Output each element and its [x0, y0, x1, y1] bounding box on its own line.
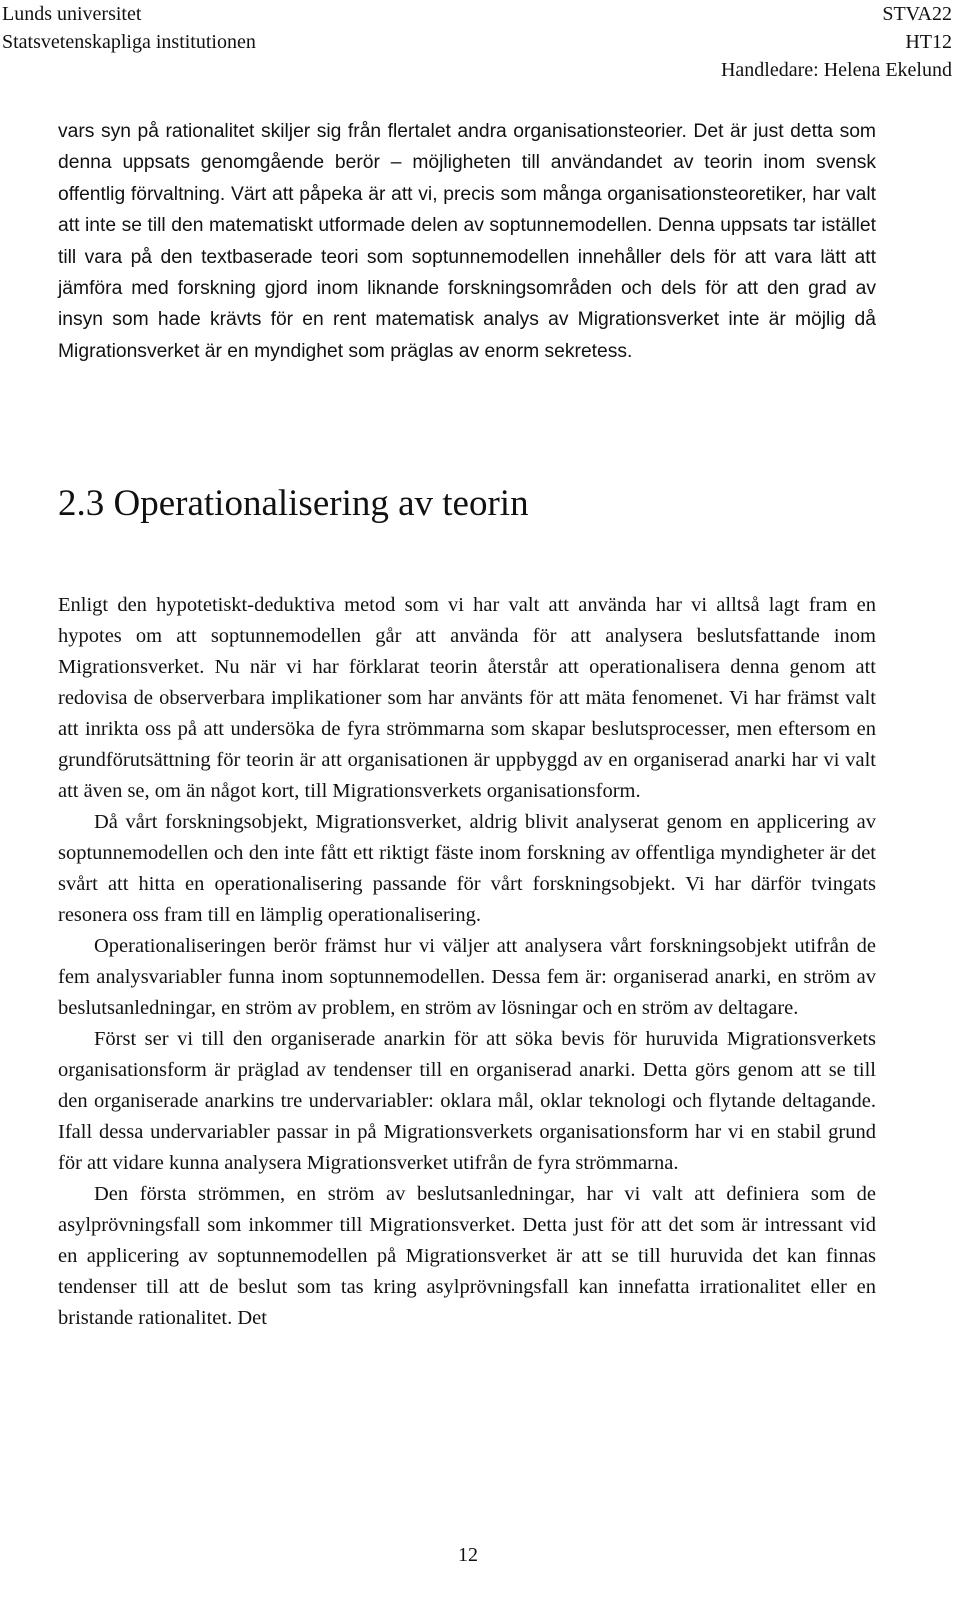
page-number: 12: [458, 1544, 478, 1566]
header-right: [721, 0, 952, 84]
university-name: Lunds universitet: [2, 3, 142, 25]
department-name: Statsvetenskapliga institutionen: [2, 31, 256, 53]
section-heading: 2.3 Operationalisering av teorin: [58, 483, 529, 524]
paragraph-3: Operationaliseringen berör främst hur vi väljer att analysera vårt forskningsobjekt utifrån de fem analysvariabler funna inom soptunnemodellen. Dessa fem är: organiserad anarki, en ström av beslutsanledningar, en ström av problem, en ström av lösningar och en ström av deltagare.: [58, 935, 876, 1019]
page-header: [0, 0, 960, 90]
intro-text-block: [58, 116, 876, 367]
section-body: [58, 590, 876, 1334]
paragraph-4: Först ser vi till den organiserade anarkin för att söka bevis för huruvida Migrationsverkets organisationsform är präglad av tendenser till en organiserad anarki. Detta görs genom att se till den organiserade anarkins tre undervariabler: oklara mål, oklar teknologi och flytande deltagande. Ifall dessa undervariabler passar in på Migrationsverkets organisationsform har vi en stabil grund för att vidare kunna analysera Migrationsverket utifrån de fyra strömmarna.: [58, 1028, 876, 1174]
paragraph-2: Då vårt forskningsobjekt, Migrationsverket, aldrig blivit analyserat genom en applicering av soptunnemodellen och den inte fått ett riktigt fäste inom forskning av offentliga myndigheter är det svårt att hitta en operationalisering passande för vårt forskningsobjekt. Vi har därför tvingats resonera oss fram till en lämplig operationalisering.: [58, 811, 876, 926]
supervisor: Handledare: Helena Ekelund: [720, 59, 952, 81]
intro-paragraph: vars syn på rationalitet skiljer sig från flertalet andra organisationsteorier. Det är just detta som denna uppsats genomgående berör – möjligheten till användandet av teorin inom svensk offentlig förvaltning. Värt att påpeka är att vi, precis som många organisationsteoretiker, har valt att inte se till den matematiskt utformade delen av soptunnemodellen. Denna uppsats tar istället till vara på den textbaserade teori som soptunnemodellen innehåller dels för att vara lätt att jämföra med forskning gjord inom liknande forskningsområden och dels för att den grad av insyn som hade krävts för en rent matematisk analys av Migrationsverket inte är möjlig då Migrationsverket är en myndighet som präglas av enorm sekretess.: [58, 121, 876, 362]
term: HT12: [905, 31, 952, 53]
header-left: [2, 0, 256, 56]
paragraph-5: Den första strömmen, en ström av beslutsanledningar, har vi valt att definiera som de asylprövningsfall som inkommer till Migrationsverket. Detta just för att det som är intressant vid en applicering av soptunnemodellen på Migrationsverket är att se till huruvida det kan finnas tendenser till att de beslut som tas kring asylprövningsfall kan innefatta irrationalitet eller en bristande rationalitet. Det: [58, 1183, 876, 1329]
course-code: STVA22: [882, 3, 952, 25]
paragraph-1: Enligt den hypotetiskt-deduktiva metod som vi har valt att använda har vi alltså lagt fram en hypotes om att soptunnemodellen går att använda för att analysera beslutsfattande inom Migrationsverket. Nu när vi har förklarat teorin återstår att operationalisera denna genom att redovisa de observerbara implikationer som har använts för att mäta fenomenet. Vi har främst valt att inrikta oss på att undersöka de fyra strömmarna som skapar beslutsprocesser, men eftersom en grundförutsättning för teorin är att organisationen är uppbyggd av en organiserad anarki har vi valt att även se, om än något kort, till Migrationsverkets organisationsform.: [58, 594, 876, 802]
